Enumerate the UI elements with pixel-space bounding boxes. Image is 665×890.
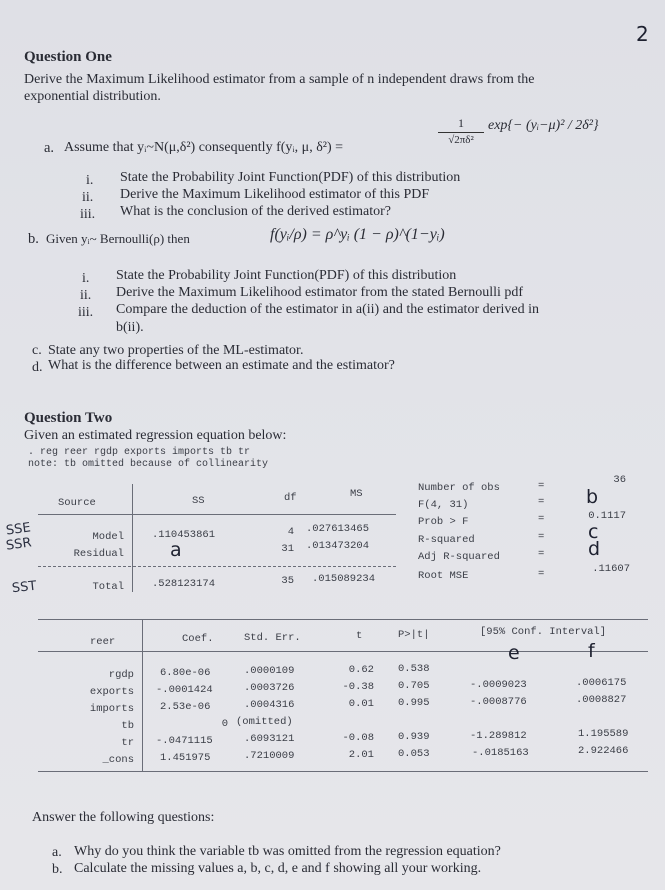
coef-p: 0.705: [398, 680, 430, 692]
coef-header-coef: Coef.: [182, 633, 214, 645]
ci-high-missing: f: [588, 640, 595, 662]
coef-value: -.0471115: [156, 735, 213, 747]
question-one-title: Question One: [24, 49, 112, 65]
answer-item-number: b.: [52, 862, 63, 877]
part-a-item-number: ii.: [82, 190, 94, 205]
question-one-intro-line1: Derive the Maximum Likelihood estimator from a sample of n independent draws from the: [24, 72, 535, 87]
anova-header-ss: SS: [192, 495, 205, 507]
part-b-item-number: i.: [82, 271, 90, 286]
anova-source: Model: [92, 531, 124, 543]
part-b-item: Compare the deduction of the estimator in a(ii) and the estimator derived in: [116, 302, 539, 317]
stata-note: note: tb omitted because of collinearity: [28, 459, 269, 470]
question-one-intro-line2: exponential distribution.: [24, 89, 161, 104]
part-b-item: Derive the Maximum Likelihood estimator from the stated Bernoulli pdf: [116, 285, 524, 300]
coef-var: _cons: [102, 754, 134, 766]
part-b-text: Given yᵢ~ Bernoulli(ρ) then: [46, 231, 190, 246]
anova-ss: .110453861: [152, 529, 216, 541]
coef-value: 2.53e-06: [160, 701, 211, 713]
part-b-item-number: iii.: [78, 305, 94, 320]
anova-df: 35: [281, 575, 294, 587]
anova-ms: .013473204: [306, 540, 370, 552]
part-d-label: d.: [32, 360, 43, 375]
stat-eq: =: [538, 568, 545, 580]
stat-eq: =: [538, 513, 545, 525]
coef-ci-low: -.0185163: [472, 747, 529, 759]
stata-command: . reg reer rgdp exports imports tb tr: [28, 447, 251, 458]
stat-label: F(4, 31): [418, 499, 469, 511]
coef-p: 0.995: [398, 697, 430, 709]
coef-header-var: reer: [90, 636, 116, 648]
coef-value: 6.80e-06: [160, 667, 211, 679]
handwritten-ssr: SSR: [5, 535, 33, 554]
part-d-text: What is the difference between an estimate and the estimator?: [48, 358, 395, 373]
pdf-fraction-numerator: 1: [458, 116, 464, 130]
anova-header-ms: MS: [350, 488, 363, 500]
anova-total-rule: [38, 566, 396, 567]
coef-ci-high: .0008827: [576, 694, 627, 706]
coef-value: 0: [221, 718, 228, 730]
stat-eq: =: [538, 531, 545, 543]
stat-label: Number of obs: [418, 482, 500, 494]
coef-p: 0.053: [398, 748, 430, 760]
coef-var: rgdp: [108, 669, 134, 681]
part-a-item: What is the conclusion of the derived estimator?: [120, 204, 391, 219]
coef-ci-high: 2.922466: [578, 745, 629, 757]
anova-ms: .027613465: [306, 523, 370, 535]
stat-label: R-squared: [418, 534, 475, 546]
part-a-item: State the Probability Joint Function(PDF) of this distribution: [120, 170, 461, 185]
coef-value: 1.451975: [160, 752, 211, 764]
answer-item: Why do you think the variable tb was omitted from the regression equation?: [74, 844, 501, 859]
coef-ci-high: .0006175: [576, 677, 627, 689]
pdf-fraction-denominator: √2πδ²: [448, 134, 474, 146]
question-two-intro: Given an estimated regression equation below:: [24, 428, 287, 443]
coef-header-p: P>|t|: [398, 629, 430, 641]
stat-label: Prob > F: [418, 516, 469, 528]
stat-value: 0.1117: [588, 510, 626, 522]
anova-divider: [132, 484, 133, 592]
part-a-text: Assume that yᵢ~N(μ,δ²) consequently f(yᵢ, μ, δ²) =: [64, 140, 344, 155]
pdf-exponent: exp{− (yᵢ−μ)² / 2δ²}: [488, 118, 599, 133]
part-c-label: c.: [32, 343, 42, 358]
coef-header-se: Std. Err.: [244, 632, 301, 644]
part-a-item-number: i.: [86, 173, 94, 188]
coef-var: imports: [89, 703, 134, 715]
part-b-item-continued: b(ii).: [116, 320, 144, 335]
stat-eq: =: [538, 548, 545, 560]
stat-label: Adj R-squared: [418, 551, 500, 563]
coef-t: -0.08: [342, 732, 374, 744]
coef-var: exports: [89, 686, 134, 698]
coef-t: 0.01: [348, 698, 374, 710]
anova-ss-missing: a: [170, 539, 182, 561]
answer-item-number: a.: [52, 845, 62, 860]
part-c-text: State any two properties of the ML-estimator.: [48, 343, 304, 358]
part-b-item-number: ii.: [80, 288, 92, 303]
coef-se: .0003726: [244, 682, 295, 694]
stat-value-missing: c: [588, 521, 599, 543]
stat-label: Root MSE: [418, 570, 469, 582]
part-a-item: Derive the Maximum Likelihood estimator of this PDF: [120, 187, 430, 202]
part-b-item: State the Probability Joint Function(PDF) of this distribution: [116, 268, 457, 283]
stat-eq: =: [538, 480, 545, 492]
anova-df: 31: [281, 543, 294, 555]
coef-ci-high: 1.195589: [578, 728, 629, 740]
coef-top-rule: [38, 619, 648, 620]
coef-se: .0000109: [244, 665, 295, 677]
anova-source: Total: [92, 581, 124, 593]
coef-ci-low: -1.289812: [470, 730, 527, 742]
coef-p: 0.939: [398, 731, 430, 743]
coef-bottom-rule: [38, 771, 648, 772]
bernoulli-pdf-formula: f(yᵢ/ρ) = ρ^yᵢ (1 − ρ)^(1−yᵢ): [270, 226, 445, 243]
answer-item: Calculate the missing values a, b, c, d, e and f showing all your working.: [74, 861, 482, 876]
coef-t: 2.01: [348, 749, 374, 761]
coef-header-ci: [95% Conf. Interval]: [480, 626, 607, 638]
margin-mark: 2: [636, 22, 649, 46]
coef-header-rule: [38, 651, 648, 652]
coef-p: 0.538: [398, 663, 430, 675]
coef-se: .7210009: [244, 750, 295, 762]
anova-header-df: df: [284, 492, 297, 504]
anova-header-source: Source: [58, 497, 96, 509]
ci-low-missing: e: [508, 642, 520, 664]
handwritten-sst: SST: [11, 578, 38, 597]
coef-value: -.0001424: [156, 684, 213, 696]
stat-eq: =: [538, 496, 545, 508]
coef-se: .6093121: [244, 733, 295, 745]
stat-value-missing: b: [586, 486, 599, 508]
stat-value: 36: [613, 474, 626, 486]
coef-t: -0.38: [342, 681, 374, 693]
coef-se: (omitted): [236, 716, 293, 728]
coef-ci-low: -.0008776: [470, 696, 527, 708]
coef-var: tb: [121, 720, 134, 732]
pdf-fraction-bar: [438, 132, 484, 133]
part-a-label: a.: [44, 140, 55, 156]
answer-title: Answer the following questions:: [32, 810, 215, 825]
anova-header-rule: [38, 514, 396, 515]
anova-ms: .015089234: [312, 573, 376, 585]
anova-source: Residual: [73, 548, 124, 560]
part-a-item-number: iii.: [80, 207, 96, 222]
coef-divider: [142, 620, 143, 772]
question-two-title: Question Two: [24, 410, 113, 426]
coef-t: 0.62: [348, 664, 374, 676]
coef-ci-low: -.0009023: [470, 679, 527, 691]
stat-value-missing: d: [588, 538, 601, 560]
anova-df: 4: [287, 526, 294, 538]
part-b-label: b.: [28, 231, 39, 247]
coef-se: .0004316: [244, 699, 295, 711]
coef-header-t: t: [356, 630, 363, 642]
handwritten-sse: SSE: [5, 520, 32, 539]
stat-value: .11607: [592, 563, 630, 575]
coef-var: tr: [121, 737, 134, 749]
anova-ss: .528123174: [152, 578, 216, 590]
